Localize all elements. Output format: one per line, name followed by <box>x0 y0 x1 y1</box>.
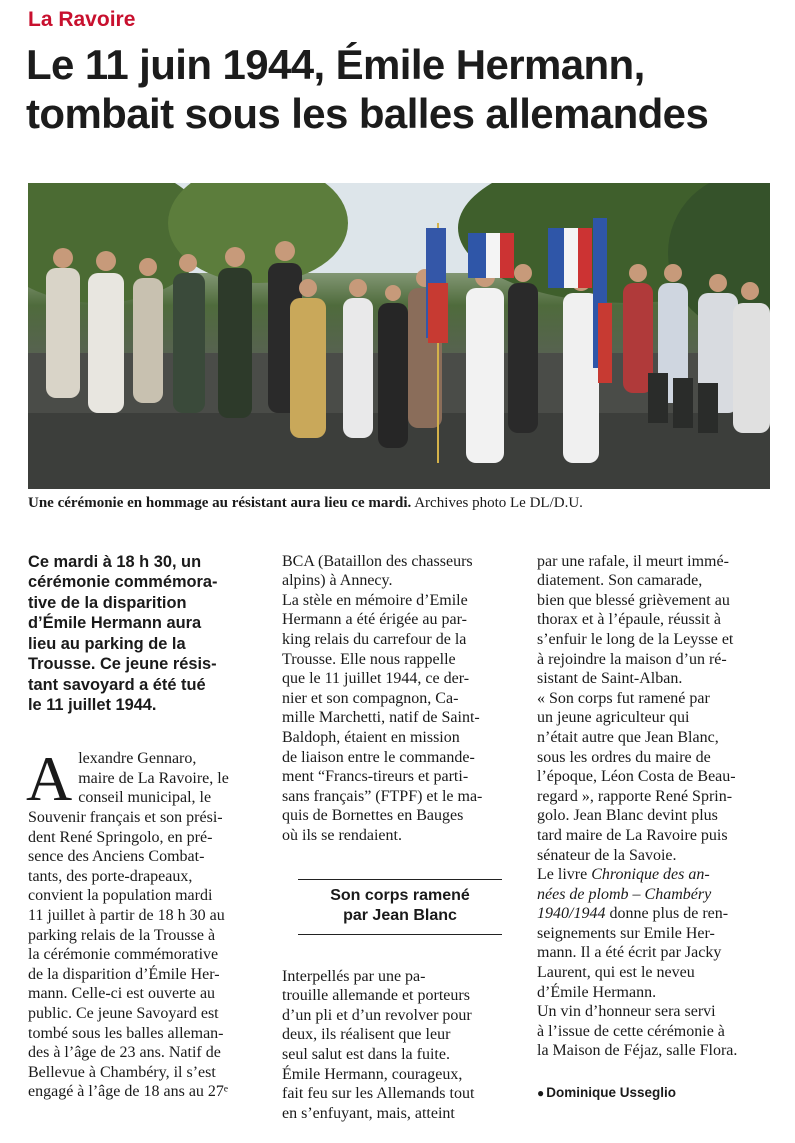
section-rubric: La Ravoire <box>28 8 136 31</box>
ceremony-photo-illustration <box>28 183 770 489</box>
article-headline: Le 11 juin 1944, Émile Hermann, tombait sous les balles allemandes <box>26 41 709 137</box>
photo-caption <box>28 494 778 512</box>
article-column-2 <box>282 532 518 1143</box>
bullet-icon: ● <box>537 1085 545 1100</box>
article-column-3 <box>537 532 771 1123</box>
article-body-col3-a: par une rafale, il meurt immé- diatement. Son camarade, bien que blessé grièvement au thorax et à l’épaule, réussit à s’enfuir le long de la Leysse et à rejoindre la maison d’un ré- sistant de Saint-Alban. « Son corps fut ramené par un jeune agriculteur qui n’était autre que Jean Blanc, sous les ordres du maire de l’époque, Léon Costa de Beau- regard », rapporte René Sprin- golo. Jean Blanc devint plus tard maire de La Ravoire puis sénateur de la Savoie. Le livre <box>537 552 736 884</box>
author-signature <box>537 1083 771 1104</box>
article-body-col1: lexandre Gennaro, maire de La Ravoire, le conseil municipal, le Souvenir français et son prési- dent René Springolo, en pré- sence des Anciens Combat- tants, des porte-drapeaux, convient la population mardi 11 juillet à partir de 18 h 30 au parking relais de la Trousse à la cérémonie commémorative de la disparition d’Émile Her- mann. Celle-ci est ouverte au public. Ce jeune Savoyard est tombé sous les balles alleman- des à l’âge de 23 ans. Natif de Bellevue à Chambéry, il s’est engagé à l’âge de 18 ans au 27ᵉ <box>28 750 229 1101</box>
photo-credit: Archives photo Le DL/D.U. <box>414 495 583 511</box>
article-body-col2-a: BCA (Bataillon des chasseurs alpins) à Annecy. La stèle en mémoire d’Emile Hermann a été érigée au par- king relais du carrefour de la Trousse. Elle nous rappelle que le 11 juillet 1944, ce der- nier et son compagnon, Ca- mille Marchetti, natif de Saint- Baldoph, étaient en mission de liaison entre le commande- ment “Francs-tireurs et parti- sans français” (FTPF) et le ma- quis de Bornettes en Bauges où ils se rendaient. <box>282 552 483 844</box>
intertitle: Son corps ramené par Jean Blanc <box>298 879 502 935</box>
article-column-1 <box>28 532 262 1121</box>
article-body-col2-b: Interpellés par une pa- trouille allemande et porteurs d’un pli et d’un revolver pour deux, ils réalisent que leur seul salut est dans la fuite. Émile Hermann, courageux, fait feu sur les Allemands tout en s’enfuyant, mais, atteint <box>282 967 475 1122</box>
article-lead: Ce mardi à 18 h 30, un cérémonie commémora- tive de la disparition d’Émile Hermann aura lieu au parking de la Trousse. Ce jeune résis- tant savoyard a été tué le 11 juillet 1944. <box>28 552 218 715</box>
article-body-col3 <box>537 552 771 1061</box>
book-title: Chronique des an- nées de plomb – Chambéry 1940/1944 <box>537 866 712 923</box>
drop-cap: A <box>26 743 73 815</box>
article-body-col3-b: donne plus de ren- seignements sur Emile Her- mann. Il a été écrit par Jacky Laurent, qui est le neveu d’Émile Hermann. Un vin d’honneur sera servi à l’issue de cette cérémonie à la Maison de Féjaz, salle Flora. <box>537 905 738 1060</box>
author-name: Dominique Usseglio <box>546 1084 677 1100</box>
ceremony-photo <box>28 183 770 489</box>
photo-caption-text: Une cérémonie en hommage au résistant aura lieu ce mardi. <box>28 495 412 511</box>
